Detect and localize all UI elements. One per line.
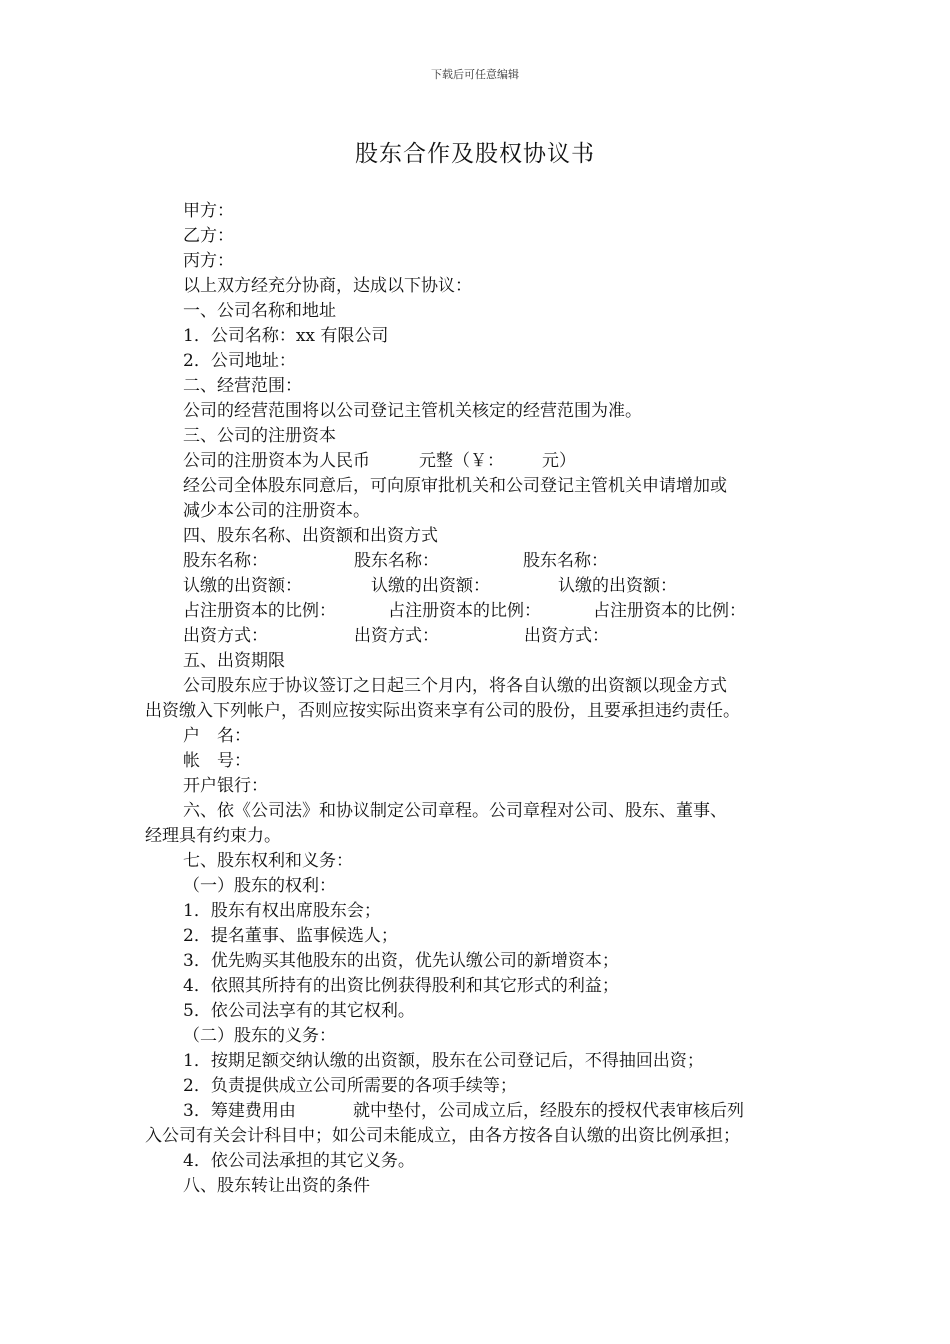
party-c: 丙方： <box>183 251 234 271</box>
duty-item-3 <box>183 1099 803 1124</box>
subscribed-amount-row <box>183 574 783 599</box>
subscribed-amount-2: 认缴的出资额： <box>371 576 490 596</box>
party-a: 甲方： <box>183 201 234 221</box>
right-item: 3．优先购买其他股东的出资，优先认缴公司的新增资本； <box>183 951 619 971</box>
capital-text-b: 元整（￥： <box>419 451 504 471</box>
contribution-method-row <box>183 624 783 649</box>
right-item: 5．依公司法享有的其它权利。 <box>183 1001 415 1021</box>
section-6-line-1: 六、依《公司法》和协议制定公司章程。公司章程对公司、股东、董事、 <box>183 801 727 821</box>
capital-text-a: 公司的注册资本为人民币 <box>183 451 370 471</box>
company-address: 2．公司地址： <box>183 351 296 371</box>
opening-bank: 开户银行： <box>183 776 268 796</box>
capital-text-c: 元） <box>542 451 576 471</box>
deadline-line-1: 公司股东应于协议签订之日起三个月内，将各自认缴的出资额以现金方式 <box>183 676 727 696</box>
subscribed-amount-1: 认缴的出资额： <box>183 576 302 596</box>
section-3-heading: 三、公司的注册资本 <box>183 426 336 446</box>
duty-3-part-a: 3．筹建费用由 <box>183 1101 296 1121</box>
capital-ratio-2: 占注册资本的比例： <box>388 601 541 621</box>
contribution-method-3: 出资方式： <box>524 626 609 646</box>
section-4-heading: 四、股东名称、出资额和出资方式 <box>183 526 438 546</box>
registered-capital <box>183 449 603 474</box>
capital-ratio-3: 占注册资本的比例： <box>593 601 746 621</box>
contribution-method-2: 出资方式： <box>354 626 439 646</box>
account-name: 户 名： <box>183 726 251 746</box>
duties-heading: （二）股东的义务： <box>183 1026 336 1046</box>
section-6-line-2: 经理具有约束力。 <box>145 826 281 846</box>
right-item: 1．股东有权出席股东会； <box>183 901 381 921</box>
shareholder-name-1: 股东名称： <box>183 551 268 571</box>
duty-item-1: 1．按期足额交纳认缴的出资额，股东在公司登记后，不得抽回出资； <box>183 1051 704 1071</box>
section-2-heading: 二、经营范围： <box>183 376 302 396</box>
section-8-heading: 八、股东转让出资的条件 <box>183 1176 370 1196</box>
rights-heading: （一）股东的权利： <box>183 876 336 896</box>
capital-change-line-2: 减少本公司的注册资本。 <box>183 501 370 521</box>
right-item: 2．提名董事、监事候选人； <box>183 926 398 946</box>
section-1-heading: 一、公司名称和地址 <box>183 301 336 321</box>
shareholder-name-2: 股东名称： <box>354 551 439 571</box>
subscribed-amount-3: 认缴的出资额： <box>558 576 677 596</box>
duty-item-4: 4．依公司法承担的其它义务。 <box>183 1151 415 1171</box>
party-b: 乙方： <box>183 226 234 246</box>
capital-ratio-1: 占注册资本的比例： <box>183 601 336 621</box>
right-item: 4．依照其所持有的出资比例获得股利和其它形式的利益； <box>183 976 619 996</box>
duty-item-2: 2．负责提供成立公司所需要的各项手续等； <box>183 1076 517 1096</box>
duty-item-3-continued: 入公司有关会计科目中；如公司未能成立，由各方按各自认缴的出资比例承担； <box>145 1126 740 1146</box>
account-number: 帐 号： <box>183 751 251 771</box>
header-note: 下载后可任意编辑 <box>431 68 519 81</box>
contribution-method-1: 出资方式： <box>183 626 268 646</box>
shareholder-name-row <box>183 549 783 574</box>
company-name: 1．公司名称：xx 有限公司 <box>183 326 389 346</box>
duty-3-part-b: 就中垫付，公司成立后，经股东的授权代表审核后列 <box>353 1101 744 1121</box>
business-scope: 公司的经营范围将以公司登记主管机关核定的经营范围为准。 <box>183 401 642 421</box>
document-title: 股东合作及股权协议书 <box>355 141 595 167</box>
section-7-heading: 七、股东权利和义务： <box>183 851 353 871</box>
preamble: 以上双方经充分协商，达成以下协议： <box>183 276 472 296</box>
section-5-heading: 五、出资期限 <box>183 651 285 671</box>
capital-ratio-row <box>183 599 783 624</box>
capital-change-line-1: 经公司全体股东同意后，可向原审批机关和公司登记主管机关申请增加或 <box>183 476 727 496</box>
deadline-line-2: 出资缴入下列帐户，否则应按实际出资来享有公司的股份，且要承担违约责任。 <box>145 701 740 721</box>
shareholder-name-3: 股东名称： <box>523 551 608 571</box>
